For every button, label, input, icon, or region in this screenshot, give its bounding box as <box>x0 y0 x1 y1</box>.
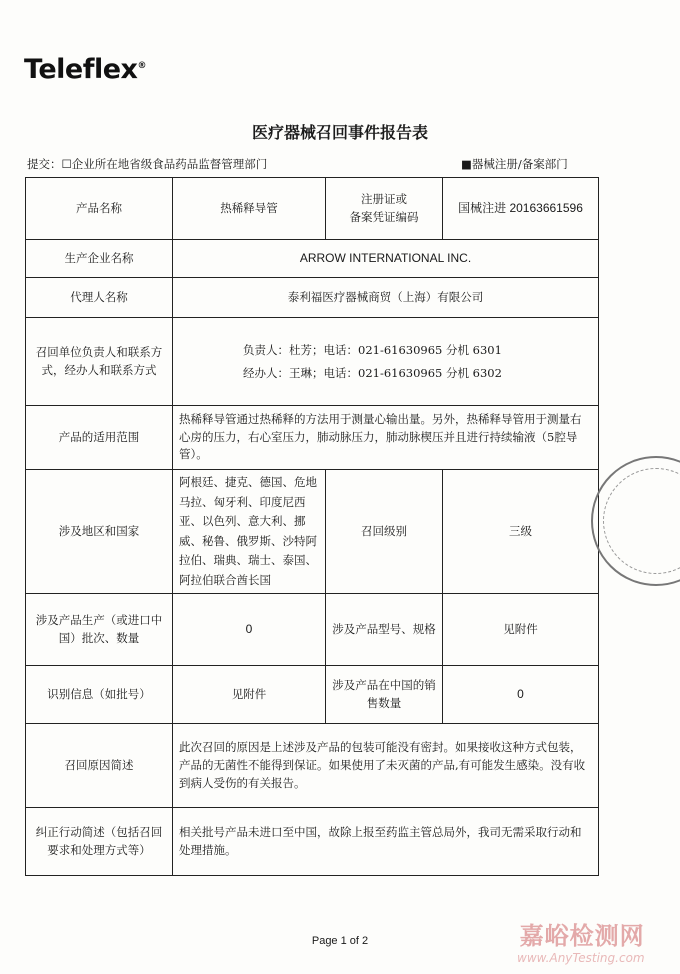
registration-label: 注册证或 备案凭证编码 <box>326 178 443 240</box>
scope-label: 产品的适用范围 <box>26 406 173 470</box>
ident-label: 识别信息（如批号） <box>26 666 173 724</box>
manufacturer-label: 生产企业名称 <box>26 240 173 278</box>
submit-to-provincial: 提交：☐企业所在地省级食品药品监督管理部门 <box>27 157 268 171</box>
level-value: 三级 <box>443 470 599 594</box>
contact-label: 召回单位负责人和联系方式，经办人和联系方式 <box>26 318 173 406</box>
row-region <box>26 470 599 594</box>
contact-value <box>173 318 599 406</box>
product-name-label: 产品名称 <box>26 178 173 240</box>
row-manufacturer <box>26 240 599 278</box>
agent-label: 代理人名称 <box>26 278 173 318</box>
sales-value: 0 <box>443 666 599 724</box>
reason-label: 召回原因简述 <box>26 724 173 808</box>
row-agent <box>26 278 599 318</box>
sales-label: 涉及产品在中国的销售数量 <box>326 666 443 724</box>
agent-value: 泰利福医疗器械商贸（上海）有限公司 <box>173 278 599 318</box>
batch-value: 0 <box>173 594 326 666</box>
submit-to-registration: ■器械注册/备案部门 <box>461 157 568 171</box>
page-title: 医疗器械召回事件报告表 <box>251 123 428 142</box>
contact-handler: 经办人：王琳；电话：021-61630965 分机 6302 <box>243 365 502 380</box>
row-product <box>26 178 599 240</box>
contact-responsible: 负责人：杜芳；电话：021-61630965 分机 6301 <box>243 342 502 357</box>
action-label: 纠正行动简述（包括召回要求和处理方式等） <box>26 808 173 876</box>
batch-label: 涉及产品生产（或进口中国）批次、数量 <box>26 594 173 666</box>
company-seal <box>591 456 680 586</box>
page-number: Page 1 of 2 <box>311 935 369 947</box>
teleflex-logo: Teleflex® <box>24 54 146 85</box>
registration-value: 国械注进 20163661596 <box>443 178 599 240</box>
row-contact <box>26 318 599 406</box>
product-name-value: 热稀释导管 <box>173 178 326 240</box>
ident-value: 见附件 <box>173 666 326 724</box>
watermark-en: www.AnyTesting.com <box>517 951 645 965</box>
scope-value: 热稀释导管通过热稀释的方法用于测量心输出量。另外，热稀释导管用于测量右心房的压力，右心室压力，肺动脉压力，肺动脉楔压并且进行持续输液（5腔导管）。 <box>173 406 599 470</box>
manufacturer-value: ARROW INTERNATIONAL INC. <box>173 240 599 278</box>
region-label: 涉及地区和国家 <box>26 470 173 594</box>
row-reason <box>26 724 599 808</box>
row-action <box>26 808 599 876</box>
row-batch <box>26 594 599 666</box>
model-label: 涉及产品型号、规格 <box>326 594 443 666</box>
watermark <box>517 916 645 965</box>
reason-value: 此次召回的原因是上述涉及产品的包装可能没有密封。如果接收这种方式包装，产品的无菌性不能得到保证。如果使用了未灭菌的产品,有可能发生感染。没有收到病人受伤的有关报告。 <box>173 724 599 808</box>
watermark-cn: 嘉峪检测网 <box>519 922 645 950</box>
level-label: 召回级别 <box>326 470 443 594</box>
region-value: 阿根廷、捷克、德国、危地马拉、匈牙利、印度尼西亚、以色列、意大利、挪威、秘鲁、俄罗斯、沙特阿拉伯、瑞典、瑞士、泰国、阿拉伯联合酋长国 <box>173 470 326 594</box>
row-ident <box>26 666 599 724</box>
row-scope <box>26 406 599 470</box>
action-value: 相关批号产品未进口至中国，故除上报至药监主管总局外，我司无需采取行动和处理措施。 <box>173 808 599 876</box>
model-value: 见附件 <box>443 594 599 666</box>
recall-report-table <box>25 177 599 876</box>
